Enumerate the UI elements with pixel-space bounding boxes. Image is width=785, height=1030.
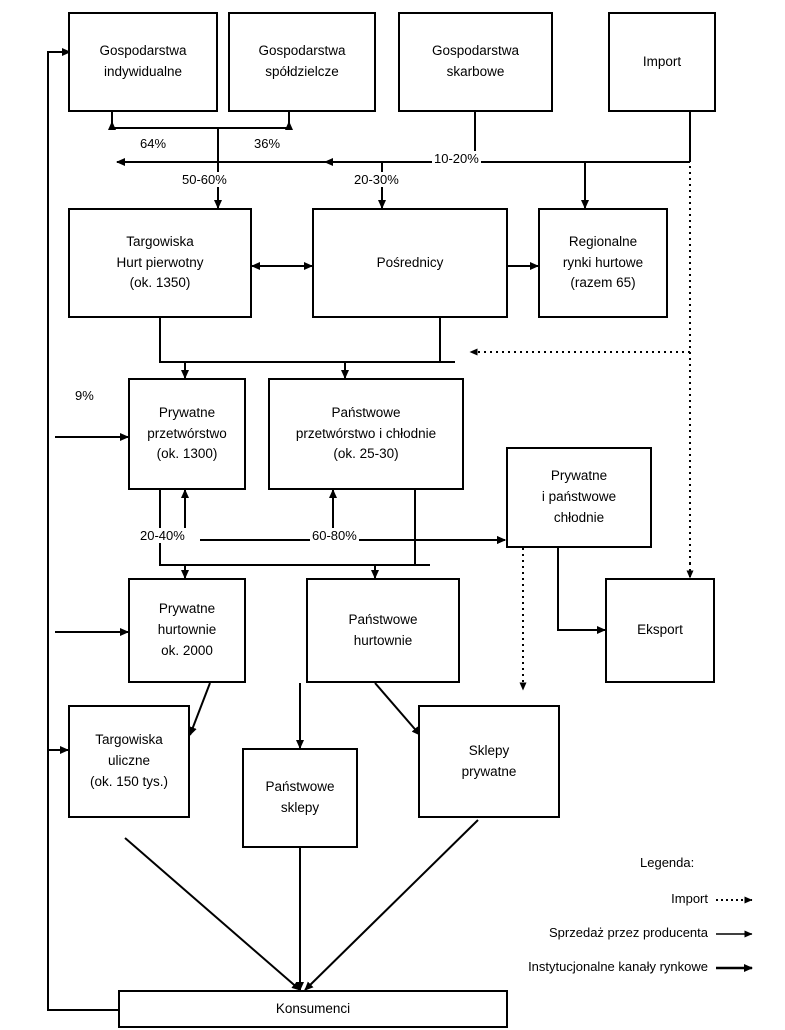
node-line: Eksport <box>637 622 683 638</box>
node-import[interactable] <box>608 12 716 112</box>
node-line: (ok. 150 tys.) <box>89 773 169 789</box>
node-rynki-hurtowe[interactable] <box>538 208 668 318</box>
node-line: przetwórstwo <box>147 425 227 441</box>
node-line: indywidualne <box>103 64 183 79</box>
node-line: ok. 2000 <box>161 642 213 658</box>
node-line: Import <box>642 53 682 69</box>
node-line: uliczne <box>107 753 151 769</box>
node-line: Gospodarstwa <box>99 43 187 59</box>
node-line: i państwowe <box>541 489 617 505</box>
node-line: Targowiska <box>95 732 163 748</box>
node-targowiska-uliczne[interactable] <box>68 705 190 818</box>
node-line: Państwowe <box>331 404 401 420</box>
node-line: Hurt pierwotny <box>116 254 204 270</box>
legend-item-producer-sale: Sprzedaż przez producenta <box>549 925 708 940</box>
node-line: spółdzielcze <box>265 64 339 79</box>
node-line: Sklepy <box>468 742 510 758</box>
node-line: Gospodarstwa <box>258 43 346 59</box>
flow-label-36: 36% <box>254 136 281 151</box>
node-line: przetwórstwo i chłodnie <box>295 425 437 441</box>
node-line: prywatne <box>461 763 517 779</box>
node-line: (razem 65) <box>570 275 636 291</box>
node-line: hurtownie <box>353 632 413 648</box>
node-line: (ok. 25-30) <box>333 446 399 462</box>
node-line: Państwowe <box>348 611 418 627</box>
node-line: Prywatne <box>158 601 216 617</box>
node-line: (ok. 1350) <box>129 275 191 291</box>
node-targowiska-hurt[interactable] <box>68 208 252 318</box>
legend-item-institutional: Instytucjonalne kanały rynkowe <box>528 959 708 974</box>
node-line: rynki hurtowe <box>562 254 644 270</box>
node-line: Prywatne <box>550 468 608 484</box>
node-line: Pośrednicy <box>376 254 444 270</box>
node-panstwowe-sklepy[interactable] <box>242 748 358 848</box>
flow-label-10-20: 10-20% <box>434 151 479 166</box>
node-line: skarbowe <box>446 64 505 79</box>
node-line: Państwowe <box>265 779 335 795</box>
flow-label-60-80: 60-80% <box>312 528 357 543</box>
node-konsumenci[interactable] <box>118 990 508 1028</box>
flow-label-50-60: 50-60% <box>182 172 227 187</box>
node-line: hurtownie <box>157 622 217 638</box>
flow-label-20-30: 20-30% <box>354 172 399 187</box>
node-line: (ok. 1300) <box>156 446 218 462</box>
node-line: Gospodarstwa <box>431 43 520 59</box>
node-line: Konsumenci <box>275 1000 351 1016</box>
node-eksport[interactable] <box>605 578 715 683</box>
node-gosp-indywidualne[interactable] <box>68 12 218 112</box>
node-prywatne-hurtownie[interactable] <box>128 578 246 683</box>
legend-item-import: Import <box>671 891 708 906</box>
node-posrednicy[interactable] <box>312 208 508 318</box>
node-chlodnie[interactable] <box>506 447 652 548</box>
node-sklepy-prywatne[interactable] <box>418 705 560 818</box>
node-line: Prywatne <box>158 404 216 420</box>
flow-label-64: 64% <box>140 136 167 151</box>
legend-title: Legenda: <box>640 855 695 870</box>
node-line: sklepy <box>280 800 320 815</box>
node-line: Regionalne <box>568 233 638 249</box>
node-panstwowe-hurtownie[interactable] <box>306 578 460 683</box>
flow-label-9: 9% <box>75 388 94 403</box>
node-gosp-skarbowe[interactable] <box>398 12 553 112</box>
node-gosp-spoldzielcze[interactable] <box>228 12 376 112</box>
node-prywatne-przetworstwo[interactable] <box>128 378 246 490</box>
node-panstwowe-przetworstwo[interactable] <box>268 378 464 490</box>
node-line: Targowiska <box>126 233 194 249</box>
flow-label-20-40: 20-40% <box>140 528 185 543</box>
node-line: chłodnie <box>553 509 605 525</box>
